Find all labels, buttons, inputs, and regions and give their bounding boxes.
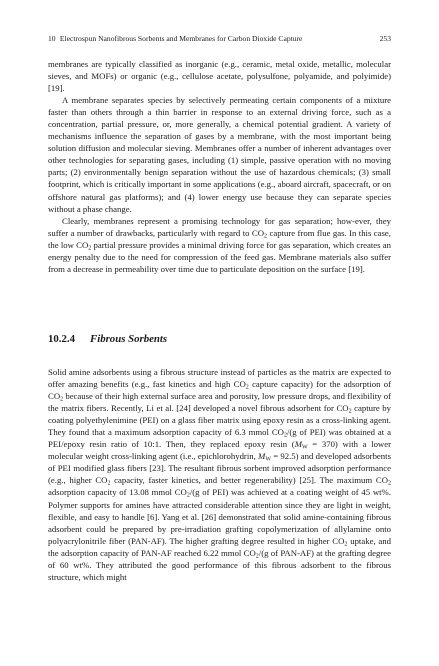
running-title: Electrospun Nanofibrous Sorbents and Membranes for Carbon Dioxide Capture [59, 34, 303, 43]
text-line: aircraft, spacecraft, or on offshore natural gas platforms); and (4) lower energy use [48, 179, 391, 202]
text-line: Solid amine adsorbents using a fibrous structure instead of particles as the matrix are [48, 367, 349, 377]
text-line: Clearly, membranes represent a promising technology for gas separation; how- [62, 215, 355, 226]
text-line: improved adsorption performance (e.g., higher $CO_2$ capacity, faster kinetics, and [48, 463, 391, 487]
text-line: of allylamine onto polyacrylonitrile fiber (PAN-AF). The higher grafting degree [48, 523, 391, 546]
text-line: $CO_2/(g$ of PEI) was achieved at a coating weight of 45 wt%. Polymer supports for [48, 487, 391, 510]
text-line: resulted in higher $CO_2$ uptake, and the adsorption capacity of PAN-AF reached [48, 535, 392, 558]
text-line: membrane, with the most important being solution diffusion and molecular sieving. [48, 131, 391, 154]
body-text-bottom [48, 366, 391, 583]
text-line: because they can separate species without a phase change. [48, 191, 392, 214]
text-line: permeability over time due to particulate deposition on the surface [19]. [114, 263, 365, 274]
text-line: for the adsorption of $CO_2$ because of their high external surface area and porosity, [48, 379, 391, 403]
text-line: and easy to handle [6]. Yang et al. [26] demonstrated that solid amine-containing [79, 511, 364, 522]
paragraph [48, 58, 391, 94]
text-line: (PEI) on a glass fiber matrix using epoxy resin as a cross-linking agent. They found [48, 415, 391, 438]
text-line: polyamide, and polyimide) [19]. [48, 71, 391, 94]
text-line: compression of the feed gas. Membrane materials also suffer from a decrease in [48, 251, 391, 274]
text-line: Membranes offer a number of inherent advantages over other technologies for [48, 143, 392, 166]
text-line: that a maximum adsorption capacity of 6.3 mmol $CO_2/(g$ of PEI) was obtained at a [92, 427, 391, 439]
text-line: developed adsorbents of PEI modified glass fibers [23]. The resultant fibrous sorbent [48, 451, 391, 474]
text-line: force for gas separation, which creates an energy penalty due to the need for [48, 239, 391, 262]
text-line: force, such as a concentration, partial pressure, or, more generally, a chemical [48, 107, 391, 130]
section-title: Fibrous Sorbents [90, 333, 168, 345]
running-header [48, 34, 391, 43]
paragraph [48, 215, 391, 275]
paragraph [48, 366, 391, 583]
text-line: A membrane separates species by selectively permeating certain components of [62, 95, 353, 106]
text-line: 6.22 mmol $CO_2/(g$ of PAN-AF) at the grafting degree of 60 wt%. They attributed [48, 547, 391, 570]
chapter-number: 10 [48, 34, 56, 43]
body-text-top [48, 58, 391, 275]
text-line: PEI/epoxy resin ratio of 10:1. Then, they replaced epoxy resin $(M_W = 370)$ with a [48, 439, 367, 451]
section-number: 10.2.4 [48, 333, 75, 345]
page-number: 253 [379, 34, 391, 43]
text-line: better regenerability) [25]. The maximum $CO_2$ adsorption capacity of 13.08 mmol [48, 475, 391, 498]
text-line: ever, they suffer a number of drawbacks, particularly with regard to $CO_2$ capture [48, 215, 391, 240]
text-line: a mixture faster than others through a thin barrier in response to an external driving [48, 95, 392, 118]
text-line: from flue gas. In this case, the low $CO_2$ partial pressure provides a minimal driving [48, 227, 391, 252]
text-line: lower molecular weight cross-linking agent (i.e., epichlorohydrin, $M_W = 92.5$) and [48, 439, 391, 463]
section-heading [48, 332, 167, 346]
text-line: (3) small footprint, which is critically important in some applications (e.g., aboard [48, 167, 391, 190]
running-title-group [48, 34, 302, 43]
text-line: molecular sieves, and MOFs) or organic (e.g., cellulose acetate, polysulfone, [48, 59, 391, 82]
text-line: fibrous adsorbent could be prepared by pre-irradiation grafting copolymerization [48, 511, 391, 534]
text-line: potential gradient. A variety of mechanisms influence the separation of gases by a [48, 119, 392, 142]
text-line: low pressure drops, and flexibility of the matrix fibers. Recently, Li et al. [24] [48, 391, 391, 414]
text-line: expected to offer amazing benefits (e.g., fast kinetics and high $CO_2$ capture capacity) [48, 367, 391, 391]
paragraph [48, 94, 391, 214]
text-line: the good performance of this fibrous adsorbent to the fibrous structure, which might [48, 559, 391, 582]
text-line: membranes are typically classified as inorganic (e.g., ceramic, metal oxide, metallic, [48, 59, 353, 69]
text-line: developed a novel fibrous adsorbent for $CO_2$ capture by coating polyethylenimine [48, 403, 392, 426]
text-line: separating gases, including (1) simple, passive operation with no moving parts; [48, 155, 391, 178]
text-line: (2) environmentally benign separation without the use of hazardous chemicals; [70, 167, 356, 178]
text-line: amines have attracted considerable attention since they are light in weight, flexible, [48, 499, 391, 522]
